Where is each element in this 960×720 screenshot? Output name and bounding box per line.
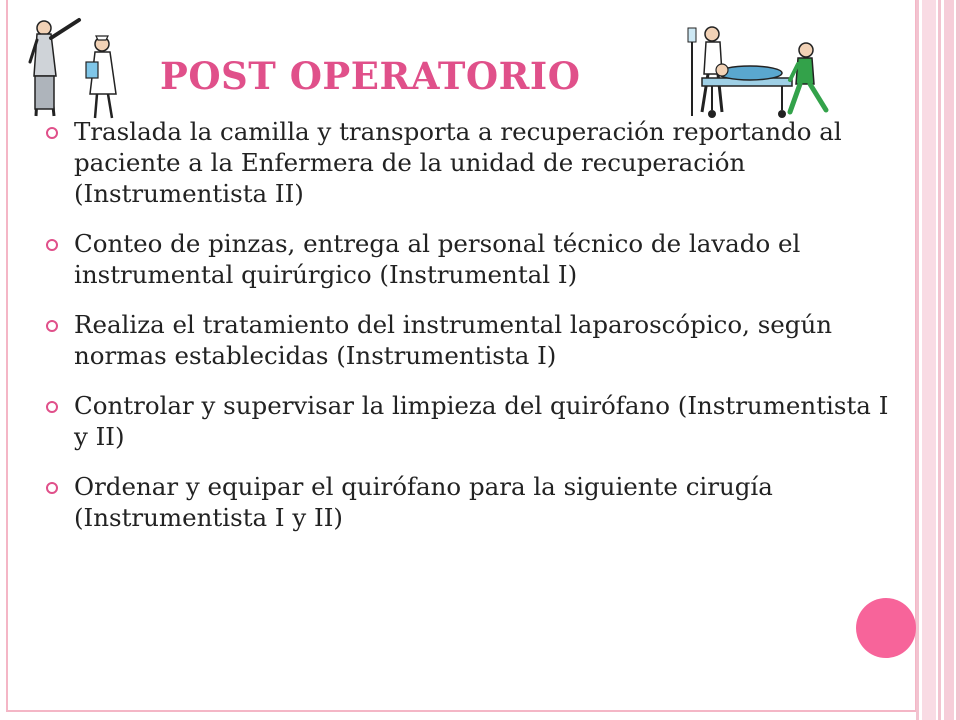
bullet-item [36, 228, 906, 290]
bullet-ring-icon [46, 239, 58, 251]
side-stripes [916, 0, 960, 720]
bullet-text: Ordenar y equipar el quirófano para la siguiente cirugía (Instrumentista I y II) [74, 472, 773, 532]
stretcher-transport-clipart-icon [678, 24, 838, 124]
bullet-list [36, 116, 906, 552]
bullet-ring-icon [46, 401, 58, 413]
doctor-nurse-clipart-icon [24, 14, 134, 124]
bullet-text: Conteo de pinzas, entrega al personal técnico de lavado el instrumental quirúrgico (Instrumental I) [74, 229, 801, 289]
bullet-item [36, 471, 906, 533]
bullet-ring-icon [46, 320, 58, 332]
bullet-item [36, 390, 906, 452]
bullet-item [36, 309, 906, 371]
decorative-circle [856, 598, 916, 658]
bullet-ring-icon [46, 482, 58, 494]
bullet-text: Controlar y supervisar la limpieza del quirófano (Instrumentista I y II) [74, 391, 889, 451]
bullet-ring-icon [46, 127, 58, 139]
slide-title: POST OPERATORIO [160, 54, 581, 98]
bullet-text: Traslada la camilla y transporta a recuperación reportando al paciente a la Enfermera de la unidad de recuperación (Instrumentista II) [74, 117, 842, 208]
bullet-item [36, 116, 906, 209]
bullet-text: Realiza el tratamiento del instrumental laparoscópico, según normas establecidas (Instrumentista I) [74, 310, 833, 370]
